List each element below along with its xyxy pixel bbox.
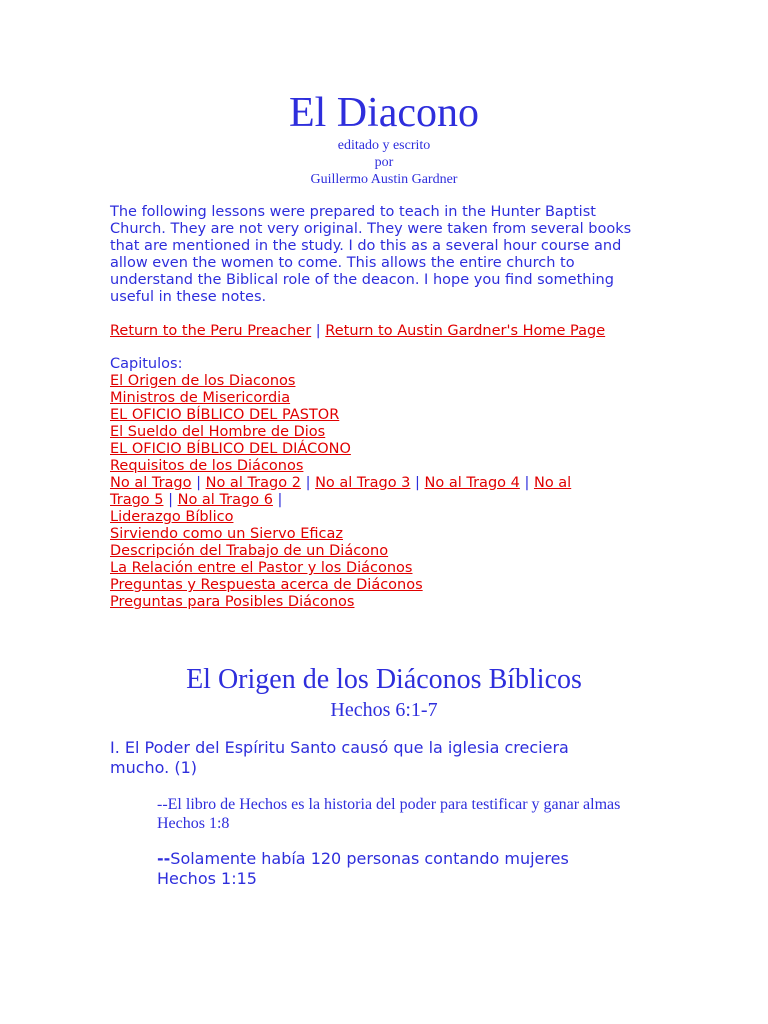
intro-paragraph: The following lessons were prepared to teach in the Hunter Baptist Church. They are not very original. They were taken from several books that are mentioned in the study. I do this as a several hour course and allow even the women to come. This allows the entire church to understand the Biblical role of the deacon. I hope you find something useful in these notes. xyxy=(110,204,632,305)
chapter-link[interactable]: EL OFICIO BÍBLICO DEL PASTOR xyxy=(110,407,340,423)
edited-line: editado y escrito xyxy=(337,138,431,153)
trago-link-5-end[interactable]: Trago 5 xyxy=(110,492,164,508)
trago-link-2[interactable]: No al Trago 2 xyxy=(205,475,301,491)
trago-link-3[interactable]: No al Trago 3 xyxy=(315,475,411,491)
chapter-link[interactable]: El Sueldo del Hombre de Dios xyxy=(110,424,326,440)
link-separator: | xyxy=(277,492,283,508)
chapter-list xyxy=(110,356,640,611)
trago-link-1[interactable]: No al Trago xyxy=(110,475,192,491)
nav-links xyxy=(110,323,655,340)
link-separator: | xyxy=(305,475,311,491)
author-name: Guillermo Austin Gardner xyxy=(310,172,458,187)
link-separator: | xyxy=(524,475,530,491)
austin-gardner-home-link[interactable]: Return to Austin Gardner's Home Page xyxy=(325,323,606,339)
chapter-link[interactable]: Liderazgo Bíblico xyxy=(110,509,234,525)
nav-separator: | xyxy=(315,323,321,339)
section-heading: El Origen de los Diáconos Bíblicos xyxy=(186,664,582,695)
chapters-label: Capitulos: xyxy=(110,356,183,372)
chapter-link[interactable]: EL OFICIO BÍBLICO DEL DIÁCONO xyxy=(110,441,351,457)
chapter-link[interactable]: Sirviendo como un Siervo Eficaz xyxy=(110,526,343,542)
page-title: El Diacono xyxy=(288,90,480,136)
chapter-link[interactable]: La Relación entre el Pastor y los Diáconos xyxy=(110,560,413,576)
scripture-reference: Hechos 6:1-7 xyxy=(330,699,438,721)
sub-point-two xyxy=(157,849,627,889)
sub-point-one: --El libro de Hechos es la historia del poder para testificar y ganar almas Hechos 1:8 xyxy=(157,796,621,832)
link-separator: | xyxy=(168,492,173,508)
trago-link-4[interactable]: No al Trago 4 xyxy=(424,475,520,491)
sub-point-two-text: Solamente había 120 personas contando mujeres Hechos 1:15 xyxy=(157,849,569,888)
link-separator: | xyxy=(196,475,201,491)
chapter-link[interactable]: Preguntas y Respuesta acerca de Diáconos xyxy=(110,577,423,593)
chapter-link[interactable]: Descripción del Trabajo de un Diácono xyxy=(110,543,389,559)
point-one: I. El Poder del Espíritu Santo causó que la iglesia creciera mucho. (1) xyxy=(110,738,569,777)
chapter-link[interactable]: Ministros de Misericordia xyxy=(110,390,291,406)
chapter-link[interactable]: Preguntas para Posibles Diáconos xyxy=(110,594,355,610)
by-line: por xyxy=(374,155,394,170)
trago-link-6[interactable]: No al Trago 6 xyxy=(177,492,273,508)
peru-preacher-link[interactable]: Return to the Peru Preacher xyxy=(110,323,312,339)
chapter-link[interactable]: El Origen de los Diaconos xyxy=(110,373,296,389)
link-separator: | xyxy=(415,475,420,491)
dash-marker: -- xyxy=(157,849,171,868)
chapter-link[interactable]: Requisitos de los Diáconos xyxy=(110,458,304,474)
trago-link-5-start[interactable]: No al xyxy=(533,475,572,491)
